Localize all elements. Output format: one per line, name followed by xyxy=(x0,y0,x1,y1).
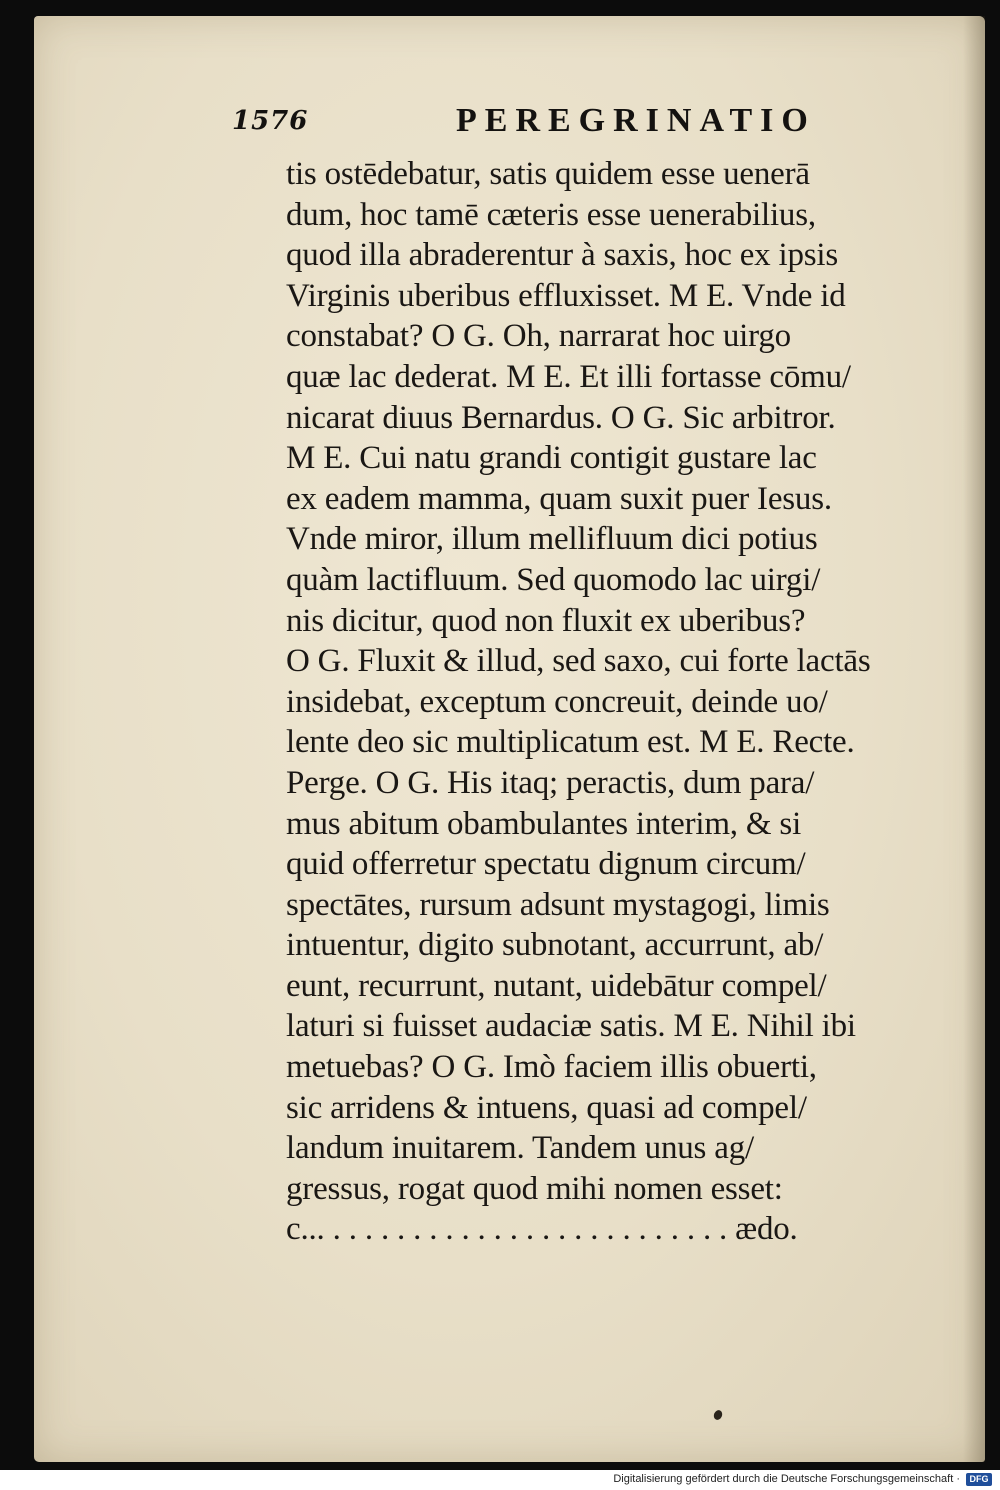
text-line: insidebat, exceptum concreuit, deinde uo/ xyxy=(286,683,828,720)
text-line: M E. Cui natu grandi contigit gustare lac xyxy=(286,440,817,477)
text-line: dum, hoc tamē cæteris esse uenerabilius, xyxy=(286,196,816,233)
text-line: eunt, recurrunt, nutant, uidebātur compel/ xyxy=(286,967,827,1004)
text-line: nis dicitur, quod non fluxit ex uberibus? xyxy=(286,602,806,639)
page-number: 1576 xyxy=(232,106,309,136)
text-line: tis ostēdebatur, satis quidem esse uenerā xyxy=(286,156,810,192)
text-line: Perge. O G. His itaq; peractis, dum para/ xyxy=(286,764,815,801)
text-line: quæ lac dederat. M E. Et illi fortasse cōmu/ xyxy=(286,358,851,395)
funding-credit: Digitalisierung gefördert durch die Deutsche Forschungsgemeinschaft · xyxy=(613,1473,960,1485)
text-line: O G. Fluxit & illud, sed saxo, cui forte lactās xyxy=(286,643,871,680)
text-line: constabat? O G. Oh, narrarat hoc uirgo xyxy=(286,318,791,355)
text-line: quod illa abraderentur à saxis, hoc ex ipsis xyxy=(286,237,839,274)
text-line: Vnde miror, illum mellifluum dici potius xyxy=(286,521,818,558)
text-line: quid offerretur spectatu dignum circum/ xyxy=(286,846,806,883)
text-line: Virginis uberibus effluxisset. M E. Vnde id xyxy=(286,277,846,314)
text-line: landum inuitarem. Tandem unus ag/ xyxy=(286,1130,754,1167)
text-line: nicarat diuus Bernardus. O G. Sic arbitror. xyxy=(286,399,836,436)
page-edge-shadow xyxy=(963,16,985,1462)
text-line: gressus, rogat quod mihi nomen esset: xyxy=(286,1170,783,1207)
text-line: mus abitum obambulantes interim, & si xyxy=(286,805,802,842)
text-line: laturi si fuisset audaciæ satis. M E. Nihil ibi xyxy=(286,1008,856,1045)
dfg-logo: DFG xyxy=(966,1473,992,1486)
text-line: ex eadem mamma, quam suxit puer Iesus. xyxy=(286,480,832,517)
text-line: intuentur, digito subnotant, accurrunt, ab/ xyxy=(286,927,824,964)
page-header xyxy=(232,102,816,146)
footer-bar xyxy=(0,1470,1000,1490)
text-line: quàm lactifluum. Sed quomodo lac uirgi/ xyxy=(286,561,821,598)
text-line: c... . . . . . . . . . . . . . . . . . . . . . . . . . ædo. xyxy=(286,1211,798,1248)
running-title: PEREGRINATIO xyxy=(456,102,816,139)
text-line: spectātes, rursum adsunt mystagogi, limis xyxy=(286,886,830,923)
text-line: sic arridens & intuens, quasi ad compel/ xyxy=(286,1089,807,1126)
text-line: metuebas? O G. Imò faciem illis obuerti, xyxy=(286,1049,817,1086)
body-text xyxy=(286,154,926,1250)
text-line: lente deo sic multiplicatum est. M E. Recte. xyxy=(286,724,855,761)
